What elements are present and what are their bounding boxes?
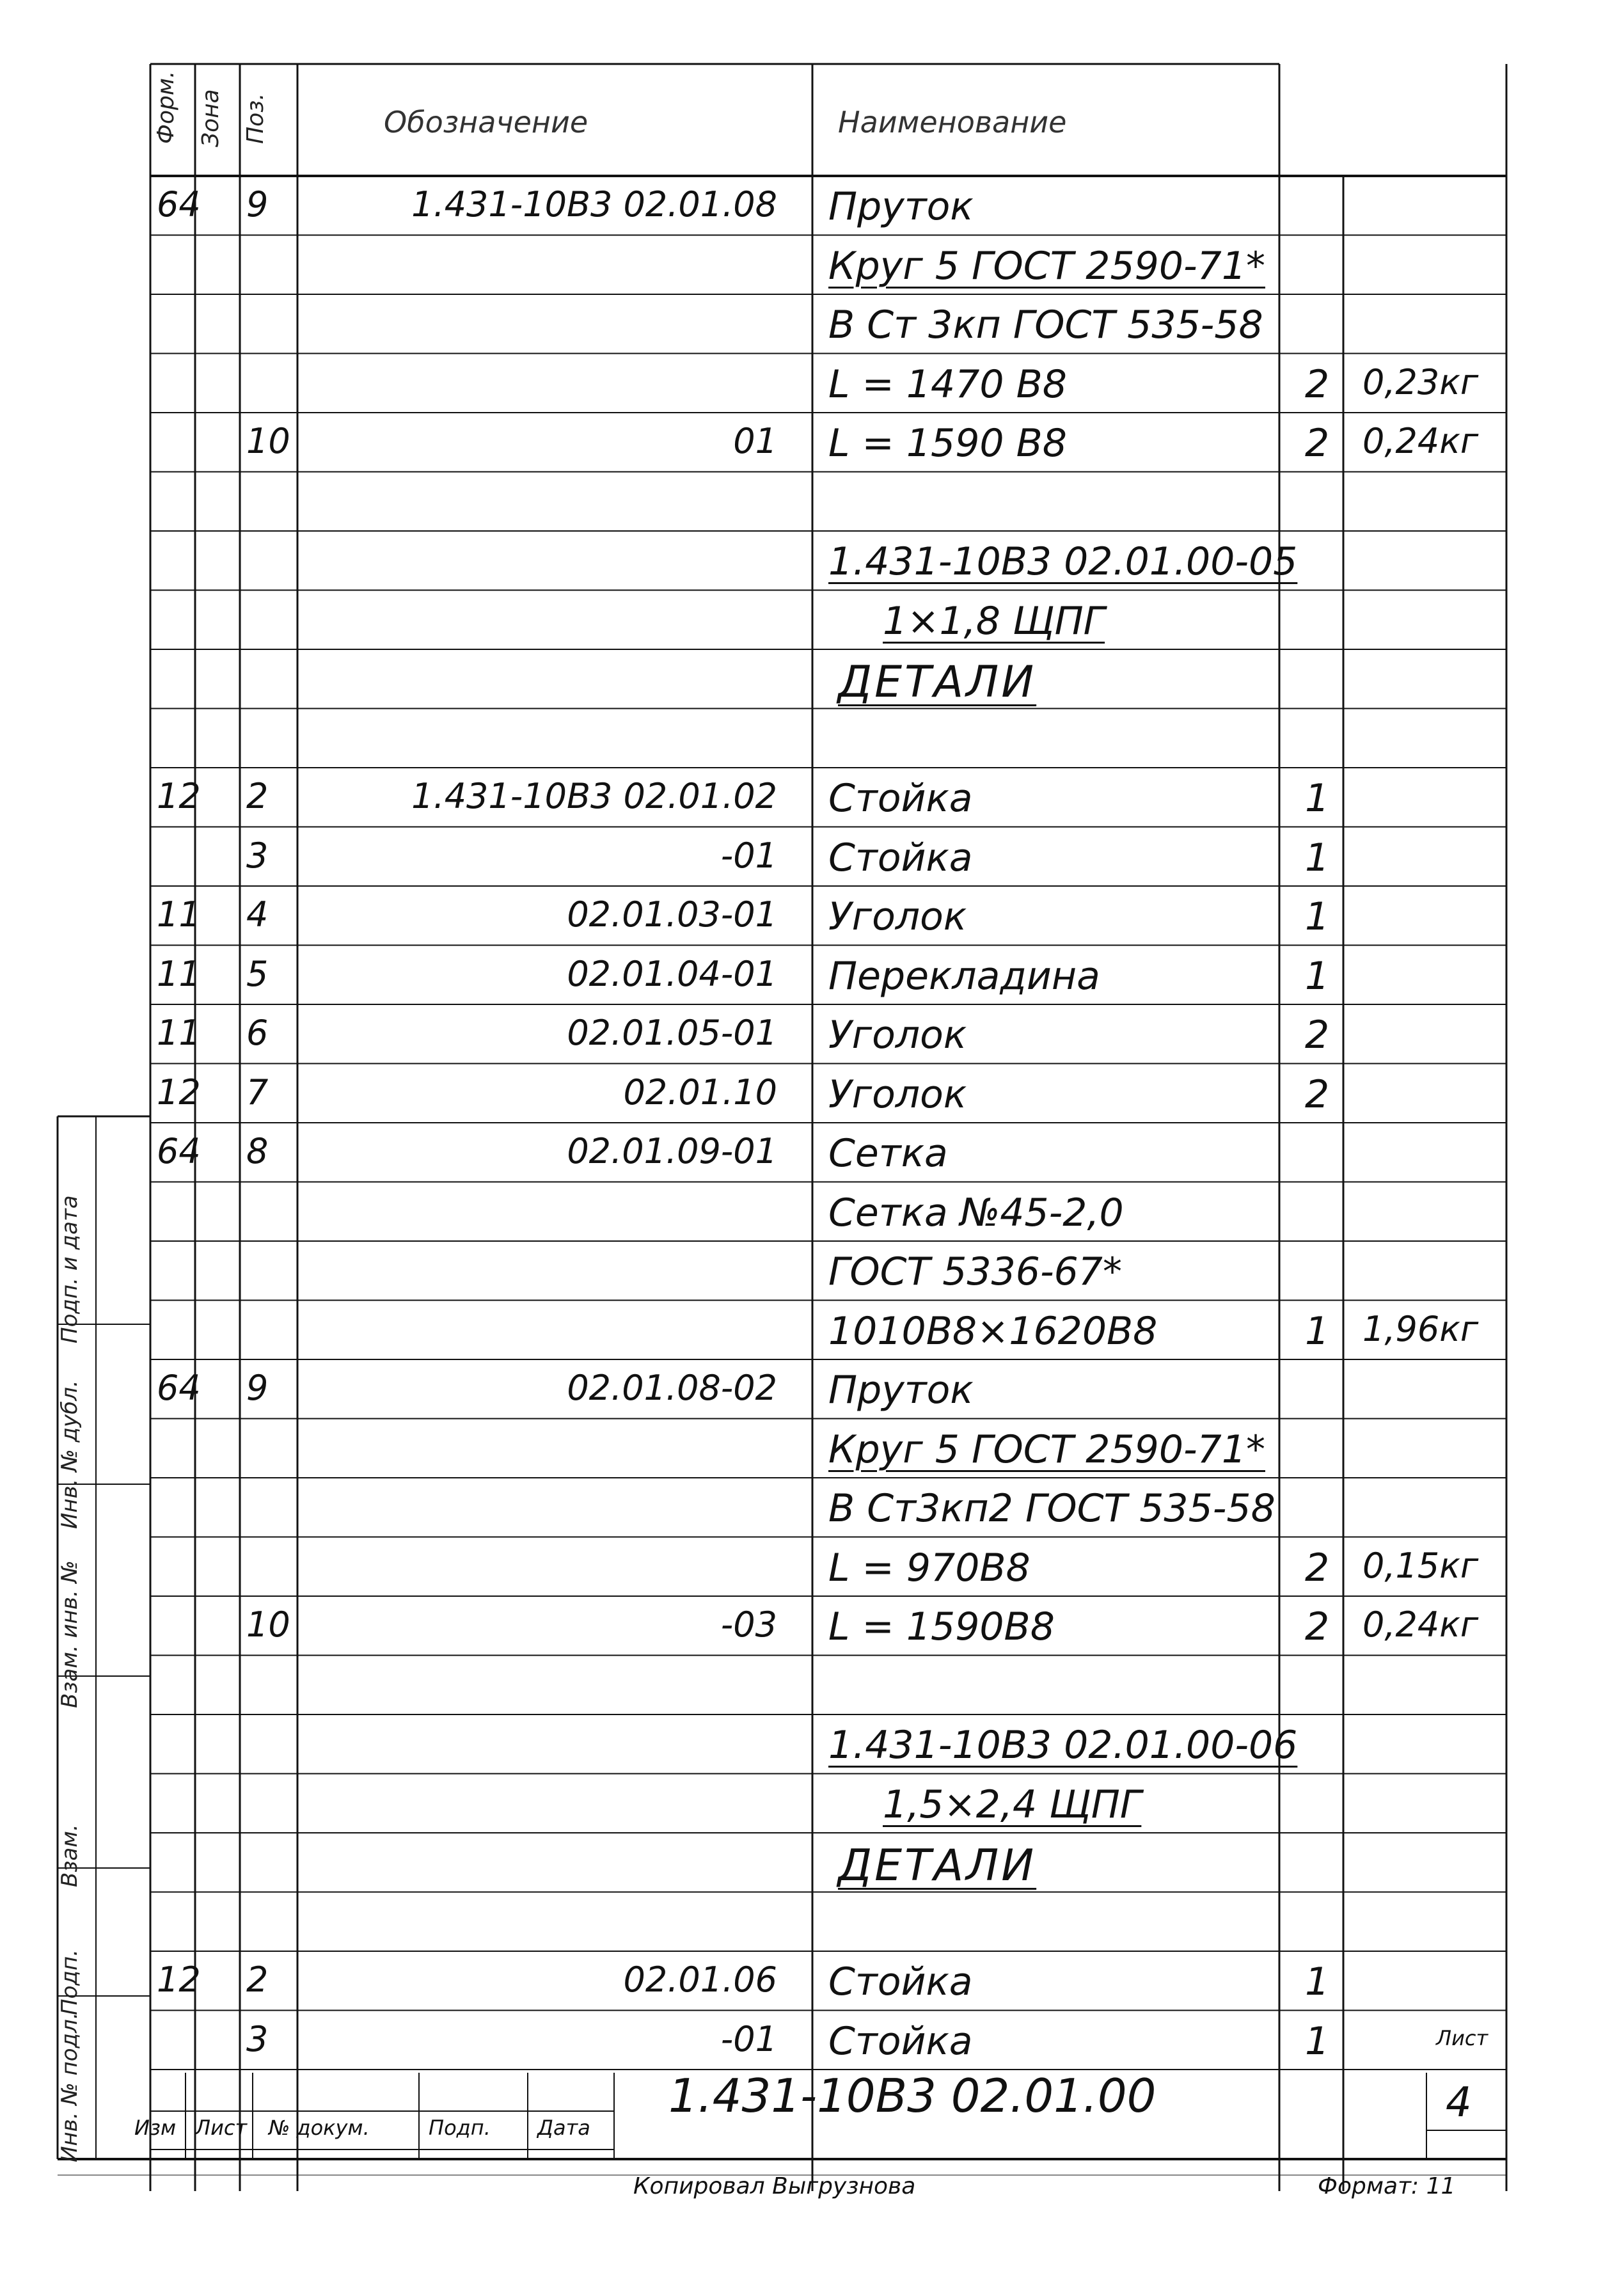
row-format: 12	[157, 776, 201, 816]
row-name: 1.431-10В3 02.01.00-06	[828, 1723, 1298, 1768]
row-qty: 1	[1305, 953, 1330, 999]
row-note: 1,96кг	[1362, 1308, 1479, 1349]
row-pos: 9	[246, 1368, 269, 1408]
row-pos: 2	[246, 1960, 269, 2000]
row-name: 1,5×2,4 ЩПГ	[883, 1782, 1142, 1827]
side-sign-date-2: Подп. и дата	[57, 1195, 83, 1343]
row-pos: 3	[246, 835, 269, 876]
footer-copied-by: Копировал Выгрузнова	[633, 2173, 916, 2199]
row-name: Пруток	[828, 1368, 974, 1413]
row-pos: 10	[246, 1604, 290, 1645]
row-name: Стойка	[828, 1960, 973, 2004]
row-name: Перекладина	[828, 953, 1100, 999]
header-pos: Поз.	[242, 93, 269, 144]
row-pos: 9	[246, 184, 269, 225]
row-designation: 02.01.05-01	[567, 1013, 777, 1053]
tb-doc-number: 1.431-10В3 02.01.00	[668, 2069, 1157, 2123]
row-name: L = 1590 В8	[828, 421, 1067, 466]
header-zone: Зона	[198, 89, 224, 147]
row-designation: 02.01.10	[623, 1072, 777, 1112]
row-note: 0,24кг	[1362, 421, 1479, 461]
row-name: Круг 5 ГОСТ 2590-71*	[828, 1427, 1265, 1472]
tb-col-sheet: Лист	[195, 2116, 248, 2140]
row-designation: -01	[720, 2018, 777, 2059]
row-qty: 2	[1305, 361, 1330, 407]
row-designation: -01	[720, 835, 777, 876]
row-name: L = 1590В8	[828, 1604, 1055, 1649]
row-name: Стойка	[828, 2018, 973, 2064]
row-qty: 1	[1305, 2018, 1330, 2064]
header-format: Форм.	[153, 70, 179, 144]
row-note: 0,15кг	[1362, 1545, 1479, 1586]
row-format: 64	[157, 1131, 201, 1171]
row-qty: 2	[1305, 421, 1330, 466]
row-pos: 8	[246, 1131, 269, 1171]
row-qty: 2	[1305, 1545, 1330, 1590]
row-name: В Ст3кп2 ГОСТ 535-58	[828, 1486, 1275, 1531]
row-qty: 1	[1305, 894, 1330, 939]
row-designation: 02.01.06	[623, 1960, 777, 2000]
row-name: ДЕТАЛИ	[838, 1841, 1037, 1891]
row-name: Уголок	[828, 1072, 967, 1117]
row-name: Пруток	[828, 184, 974, 229]
tb-col-doc: № докум.	[269, 2116, 370, 2140]
row-designation: 02.01.09-01	[567, 1131, 777, 1171]
row-name: Сетка №45-2,0	[828, 1190, 1124, 1235]
row-note: 0,24кг	[1362, 1604, 1479, 1645]
tb-sheet-number: 4	[1446, 2079, 1472, 2126]
footer-format: Формат: 11	[1318, 2173, 1456, 2199]
row-qty: 2	[1305, 1013, 1330, 1057]
row-format: 11	[157, 953, 201, 994]
tb-sheet-label: Лист	[1436, 2026, 1488, 2050]
row-format: 12	[157, 1072, 201, 1112]
row-pos: 2	[246, 776, 269, 816]
row-format: 64	[157, 184, 201, 225]
row-name: Круг 5 ГОСТ 2590-71*	[828, 243, 1265, 289]
row-name: 1×1,8 ЩПГ	[883, 598, 1105, 644]
row-qty: 1	[1305, 776, 1330, 821]
row-name: 1.431-10В3 02.01.00-05	[828, 539, 1298, 584]
tb-col-sign: Подп.	[429, 2116, 491, 2140]
row-qty: 2	[1305, 1072, 1330, 1117]
header-name: Наименование	[838, 105, 1067, 139]
row-pos: 6	[246, 1013, 269, 1053]
row-designation: 02.01.08-02	[567, 1368, 777, 1408]
row-qty: 1	[1305, 1308, 1330, 1354]
row-format: 11	[157, 1013, 201, 1053]
row-name: Стойка	[828, 835, 973, 880]
row-pos: 5	[246, 953, 269, 994]
row-designation: -03	[720, 1604, 777, 1645]
row-designation: 02.01.03-01	[567, 894, 777, 935]
side-inv-dup: Взам. инв. №	[57, 1560, 83, 1708]
side-sign-1: Подп.	[57, 1949, 83, 2015]
side-inv-dubl: Инв. № дубл.	[57, 1380, 83, 1529]
row-pos: 10	[246, 421, 290, 461]
row-name: Сетка	[828, 1131, 948, 1176]
row-format: 11	[157, 894, 201, 935]
row-designation: 1.431-10В3 02.01.02	[411, 776, 777, 816]
row-pos: 3	[246, 2018, 269, 2059]
tb-col-change: Изм	[134, 2116, 177, 2140]
row-name: L = 1470 В8	[828, 361, 1067, 407]
row-name: L = 970В8	[828, 1545, 1030, 1590]
side-inv-orig: Инв. № подл.	[57, 2012, 83, 2162]
row-name: Стойка	[828, 776, 973, 821]
tb-col-date: Дата	[537, 2116, 590, 2140]
row-name: В Ст 3кп ГОСТ 535-58	[828, 303, 1263, 347]
row-name: Уголок	[828, 1013, 967, 1057]
row-name: ГОСТ 5336-67*	[828, 1249, 1122, 1294]
header-designation: Обозначение	[384, 105, 588, 139]
row-pos: 7	[246, 1072, 269, 1112]
row-pos: 4	[246, 894, 269, 935]
row-name: Уголок	[828, 894, 967, 939]
row-format: 64	[157, 1368, 201, 1408]
row-qty: 2	[1305, 1604, 1330, 1649]
row-name: 1010В8×1620В8	[828, 1308, 1158, 1354]
row-format: 12	[157, 1960, 201, 2000]
row-note: 0,23кг	[1362, 361, 1479, 402]
row-designation: 02.01.04-01	[567, 953, 777, 994]
row-designation: 01	[733, 421, 777, 461]
row-qty: 1	[1305, 1960, 1330, 2004]
side-replaced: Взам.	[57, 1824, 83, 1887]
row-qty: 1	[1305, 835, 1330, 880]
row-designation: 1.431-10В3 02.01.08	[411, 184, 777, 225]
row-name: ДЕТАЛИ	[838, 657, 1037, 708]
